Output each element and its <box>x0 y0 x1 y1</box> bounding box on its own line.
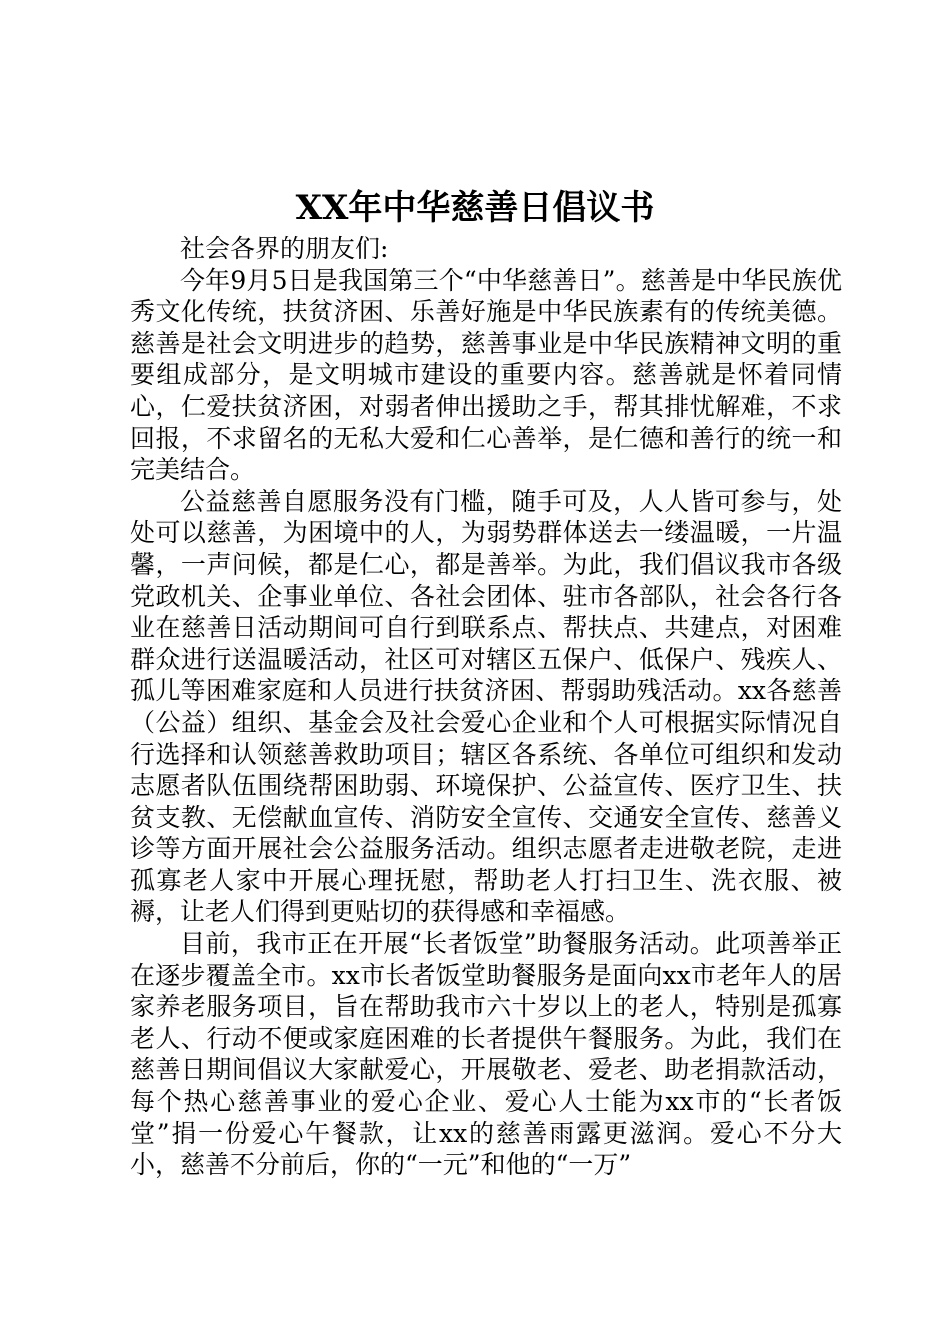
paragraph-1: 今年9月5日是我国第三个“中华慈善日”。慈善是中华民族优秀文化传统，扶贫济困、乐善好施是中华民族素有的传统美德。慈善是社会文明进步的趋势，慈善事业是中华民族精神文明的重要组成部分，是文明城市建设的重要内容。慈善就是怀着同情心，仁爱扶贫济困，对弱者伸出援助之手，帮其排忧解难，不求回报，不求留名的无私大爱和仁心善举，是仁德和善行的统一和完美结合。 <box>130 265 842 485</box>
greeting: 社会各界的朋友们: <box>180 234 389 263</box>
paragraph-3: 目前，我市正在开展“长者饭堂”助餐服务活动。此项善举正在逐步覆盖全市。xx市长者饭堂助餐服务是面向xx市老年人的居家养老服务项目，旨在帮助我市六十岁以上的老人，特别是孤寡老人、行动不便或家庭困难的长者提供午餐服务。为此，我们在慈善日期间倡议大家献爱心，开展敬老、爱老、助老捐款活动，每个热心慈善事业的爱心企业、爱心人士能为xx市的“长者饭堂”捐一份爱心午餐款，让xx的慈善雨露更滋润。爱心不分大小，慈善不分前后，你的“一元”和他的“一万” <box>130 929 842 1180</box>
document-title: XX年中华慈善日倡议书 <box>295 188 655 228</box>
paragraph-2: 公益慈善自愿服务没有门槛，随手可及，人人皆可参与，处处可以慈善，为困境中的人，为弱势群体送去一缕温暖，一片温馨，一声问候，都是仁心，都是善举。为此，我们倡议我市各级党政机关、企事业单位、各社会团体、驻市各部队，社会各行各业在慈善日活动期间可自行到联系点、帮扶点、共建点，对困难群众进行送温暖活动，社区可对辖区五保户、低保户、残疾人、孤儿等困难家庭和人员进行扶贫济困、帮弱助残活动。xx各慈善（公益）组织、基金会及社会爱心企业和个人可根据实际情况自行选择和认领慈善救助项目；辖区各系统、各单位可组织和发动志愿者队伍围绕帮困助弱、环境保护、公益宣传、医疗卫生、扶贫支教、无偿献血宣传、消防安全宣传、交通安全宣传、慈善义诊等方面开展社会公益服务活动。组织志愿者走进敬老院，走进孤寡老人家中开展心理抚慰，帮助老人打扫卫生、洗衣服、被褥，让老人们得到更贴切的获得感和幸福感。 <box>130 486 842 927</box>
document-body <box>130 233 842 1181</box>
